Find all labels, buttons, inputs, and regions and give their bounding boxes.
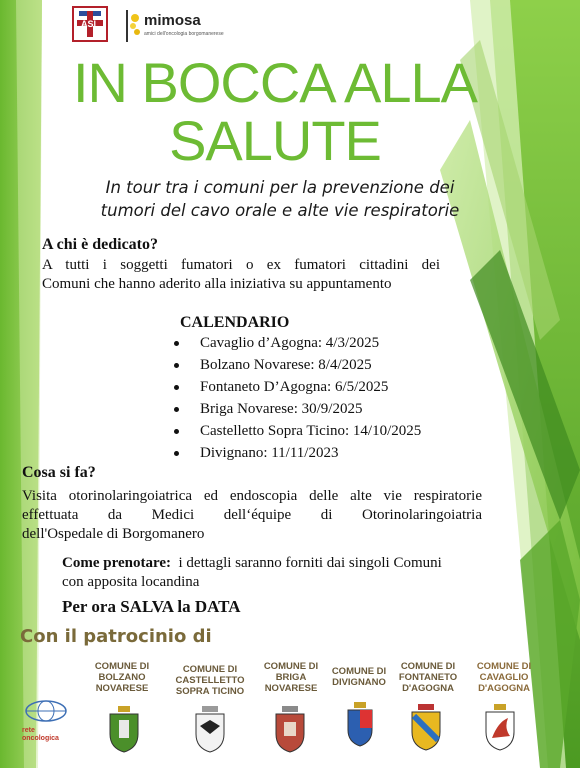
comune-bolzano-label: COMUNE DI BOLZANO NOVARESE [94,661,150,694]
comune-briga-label: COMUNE DI BRIGA NOVARESE [263,661,319,694]
bullet-icon [174,407,179,412]
list-item [172,398,421,420]
subtitle-line-1: In tour tra i comuni per la prevenzione dei [105,178,455,197]
booking-text-2: con apposita locandina [62,574,200,590]
bullet-icon [174,363,179,368]
comune-fontaneto-label: COMUNE DI FONTANETO D'AGOGNA [398,661,458,694]
title-line-2: SALUTE [169,109,381,172]
rete-line-1: rete [22,727,35,734]
calendar-entry: Bolzano Novarese: 8/4/2025 [200,357,372,373]
mimosa-flower-icon [124,10,142,42]
briga-crest-icon [270,704,310,754]
list-item [172,332,421,354]
page-title [40,51,510,172]
list-item [172,442,421,464]
what-line-2: effettuata da Medici dell‘équipe di Otorinolaringoiatria [22,507,482,523]
bolzano-crest-icon [104,704,144,754]
calendar-entry: Divignano: 11/11/2023 [200,445,339,461]
calendar-entry: Castelletto Sopra Ticino: 14/10/2025 [200,423,422,439]
fontaneto-crest-icon [406,702,446,752]
save-the-date: Per ora SALVA la DATA [62,597,241,616]
calendar-title: CALENDARIO [180,314,290,331]
calendar-entry: Cavaglio d’Agogna: 4/3/2025 [200,335,380,351]
calendar-entry: Fontaneto D’Agogna: 6/5/2025 [200,379,389,395]
target-line-1: A tutti i soggetti fumatori o ex fumatori cittadini dei [42,257,440,273]
calendar-entry: Briga Novarese: 30/9/2025 [200,401,363,417]
asl-logo-text: ASL [81,19,99,29]
what-line-3: dell'Ospedale di Borgomanero [22,526,205,542]
castelletto-crest-icon [190,704,230,754]
booking-text-1: i dettagli saranno forniti dai singoli Comuni [178,555,442,571]
mimosa-logo-subtext: amici dell'oncologia borgomanerese [144,31,224,37]
bullet-icon [174,451,179,456]
bullet-icon [174,385,179,390]
target-text [42,256,440,294]
comune-divignano-label: COMUNE DI DIVIGNANO [331,666,387,688]
subtitle-line-2: tumori del cavo orale e alte vie respiratorie [100,201,460,220]
mimosa-logo-text: mimosa [144,12,201,29]
what-line-1: Visita otorinolaringoiatrica ed endoscopia delle alte vie respiratorie [22,488,482,504]
asl-logo [72,6,108,42]
patronage-title: Con il patrocinio di [20,626,212,647]
rete-oncologica-logo [22,700,70,740]
what-heading: Cosa si fa? [22,464,96,481]
target-line-2: Comuni che hanno aderito alla iniziativa su appuntamento [42,276,392,292]
divignano-crest-icon [340,700,380,750]
list-item [172,376,421,398]
comune-cavaglio-label: COMUNE DI CAVAGLIO D'AGOGNA [476,661,532,694]
cavaglio-crest-icon [480,702,520,752]
calendar-list [172,332,421,464]
list-item [172,420,421,442]
list-item [172,354,421,376]
bullet-icon [174,341,179,346]
booking-block [62,554,442,592]
title-line-1: IN BOCCA ALLA [72,51,478,114]
what-text [22,487,482,544]
mimosa-logo [124,10,224,42]
booking-label: Come prenotare: [62,555,171,571]
comune-castelletto-label: COMUNE DI CASTELLETTO SOPRA TICINO [175,664,245,697]
bullet-icon [174,429,179,434]
globe-icon [22,700,70,722]
target-heading: A chi è dedicato? [42,236,158,253]
subtitle [60,176,500,222]
rete-line-2: oncologica [22,735,59,742]
